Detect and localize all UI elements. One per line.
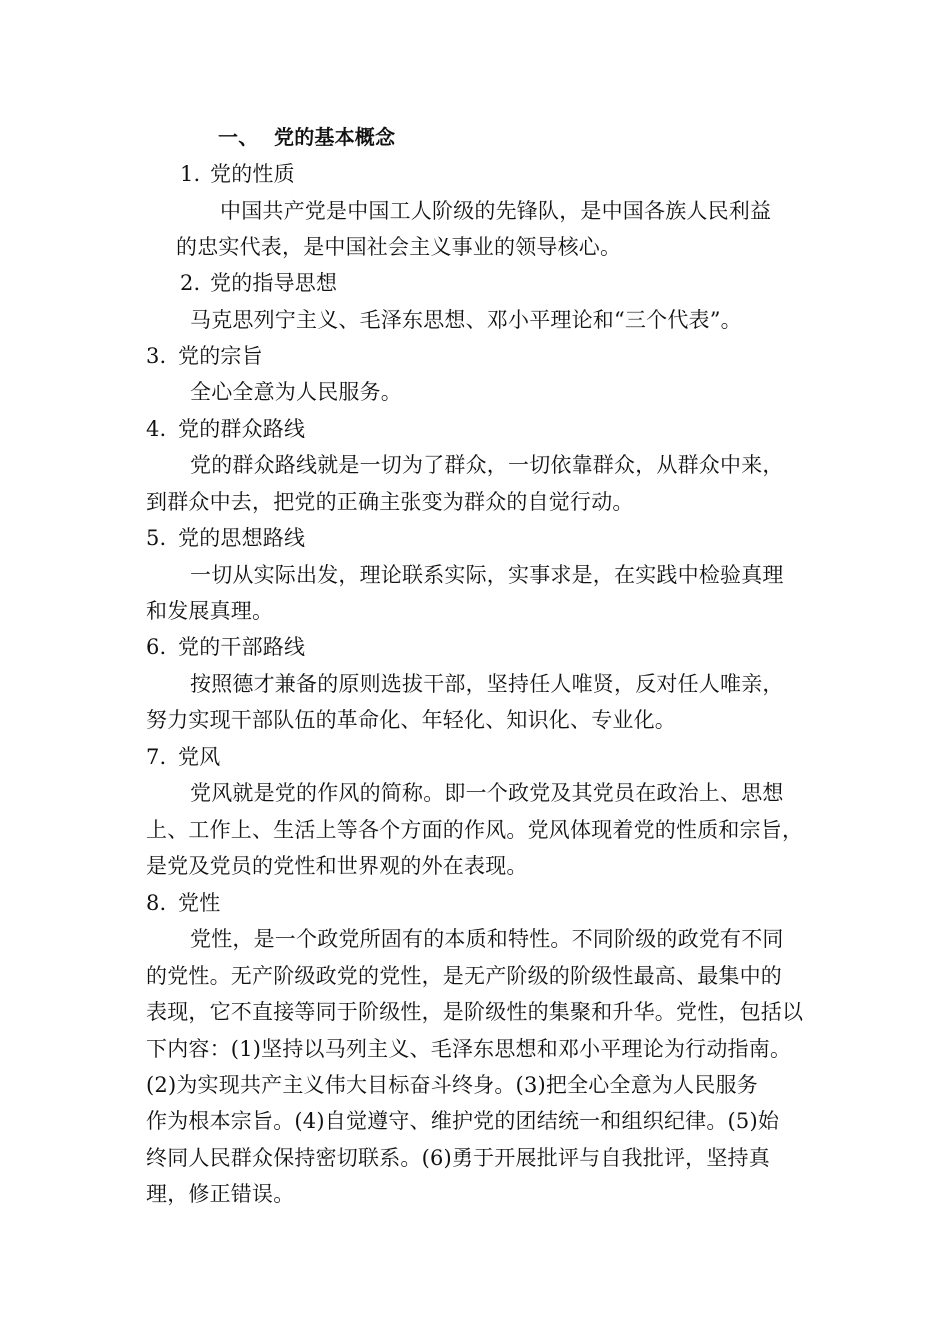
section-number: 5. [146, 526, 167, 550]
section-heading-3 [146, 341, 263, 371]
section-title: 党的宗旨 [178, 344, 263, 368]
paragraph-line: 的忠实代表，是中国社会主义事业的领导核心。 [176, 235, 622, 259]
section-title: 党的指导思想 [210, 271, 338, 295]
section-heading-8 [146, 888, 220, 918]
paragraph-line: 作为根本宗旨。(4)自觉遵守、维护党的团结统一和组织纪律。(5)始 [146, 1109, 780, 1133]
section-heading-2 [180, 268, 337, 298]
section-number: 2. [180, 271, 201, 295]
paragraph-line: 理，修正错误。 [146, 1182, 295, 1206]
paragraph-line: 的党性。无产阶级政党的党性，是无产阶级的阶级性最高、最集中的 [146, 964, 782, 988]
section-number: 7. [146, 745, 167, 769]
section-heading-1 [180, 159, 295, 189]
paragraph-line: 党性，是一个政党所固有的本质和特性。不同阶级的政党有不同 [190, 927, 784, 951]
section-heading-7 [146, 742, 220, 772]
section-number: 4. [146, 417, 167, 441]
section-number: 3. [146, 344, 167, 368]
section-title: 党风 [178, 745, 221, 769]
section-heading-4 [146, 414, 305, 444]
section-number: 1. [180, 162, 201, 186]
paragraph-line: 全心全意为人民服务。 [190, 380, 402, 404]
section-heading-6 [146, 632, 305, 662]
paragraph-line: 是党及党员的党性和世界观的外在表现。 [146, 854, 528, 878]
chapter-number: 一、 [218, 125, 259, 149]
paragraph-line: 党风就是党的作风的简称。即一个政党及其党员在政治上、思想 [190, 781, 784, 805]
section-title: 党的群众路线 [178, 417, 306, 441]
paragraph-line: 一切从实际出发，理论联系实际，实事求是，在实践中检验真理 [190, 563, 784, 587]
section-number: 6. [146, 635, 167, 659]
section-title: 党的性质 [210, 162, 295, 186]
paragraph-line: 努力实现干部队伍的革命化、年轻化、知识化、专业化。 [146, 708, 676, 732]
paragraph-line: 中国共产党是中国工人阶级的先锋队，是中国各族人民利益 [220, 199, 772, 223]
chapter-title: 党的基本概念 [274, 125, 396, 149]
chapter-heading [218, 122, 395, 152]
section-title: 党性 [178, 891, 221, 915]
section-title: 党的干部路线 [178, 635, 306, 659]
paragraph-line: 终同人民群众保持密切联系。(6)勇于开展批评与自我批评，坚持真 [146, 1146, 770, 1170]
paragraph-line: 马克思列宁主义、毛泽东思想、邓小平理论和“三个代表”。 [190, 308, 742, 332]
paragraph-line: 上、工作上、生活上等各个方面的作风。党风体现着党的性质和宗旨， [146, 818, 804, 842]
section-number: 8. [146, 891, 167, 915]
paragraph-line: (2)为实现共产主义伟大目标奋斗终身。(3)把全心全意为人民服务 [146, 1073, 758, 1097]
paragraph-line: 表现，它不直接等同于阶级性，是阶级性的集聚和升华。党性，包括以 [146, 1000, 804, 1024]
paragraph-line: 党的群众路线就是一切为了群众，一切依靠群众，从群众中来， [190, 453, 784, 477]
paragraph-line: 下内容：(1)坚持以马列主义、毛泽东思想和邓小平理论为行动指南。 [146, 1037, 792, 1061]
paragraph-line: 到群众中去，把党的正确主张变为群众的自觉行动。 [146, 490, 634, 514]
paragraph-line: 和发展真理。 [146, 599, 274, 623]
paragraph-line: 按照德才兼备的原则选拔干部，坚持任人唯贤，反对任人唯亲， [190, 672, 784, 696]
section-title: 党的思想路线 [178, 526, 306, 550]
section-heading-5 [146, 523, 305, 553]
